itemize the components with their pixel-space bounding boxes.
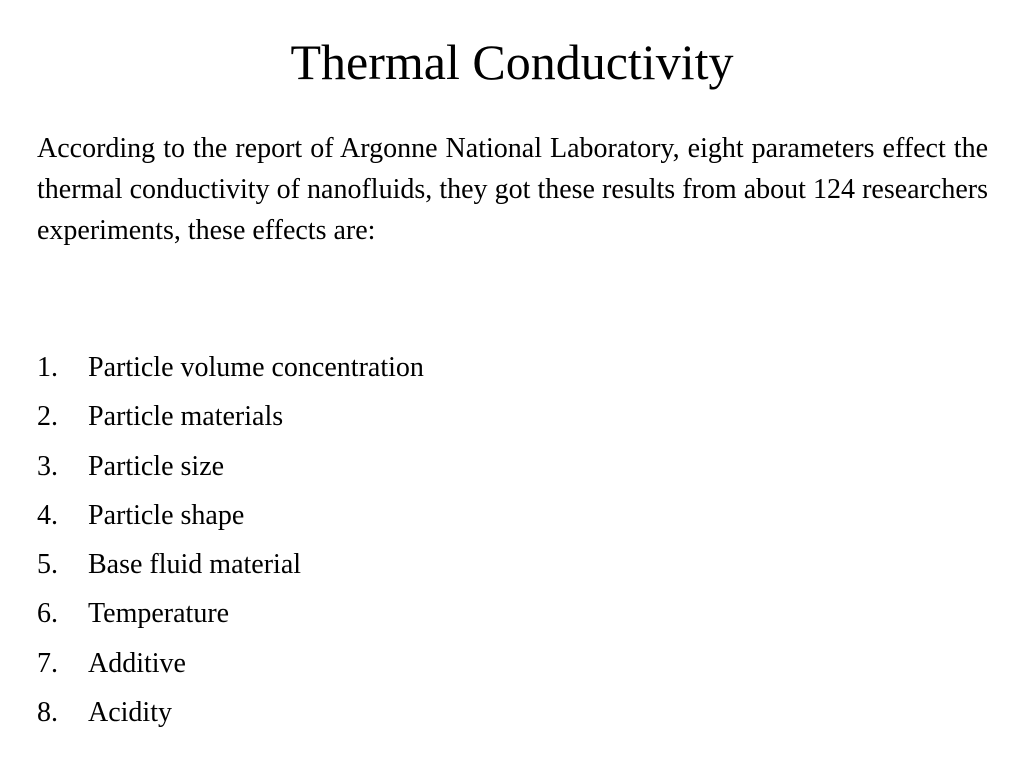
slide-title: Thermal Conductivity [290,34,734,90]
list-item [37,545,977,594]
parameter-list [37,348,977,742]
list-item-number: 2. [37,401,58,433]
list-item [37,397,977,446]
list-item-text: Base fluid material [88,549,302,581]
list-item-number: 4. [37,499,58,531]
list-item-number: 6. [37,598,58,630]
list-item [37,348,977,397]
list-item-number: 7. [37,647,58,679]
list-item-text: Additive [88,647,186,679]
list-item [37,693,977,742]
list-item-number: 8. [37,697,58,729]
list-item-text: Particle volume concentration [88,352,424,383]
list-item [37,496,977,545]
list-item [37,644,977,693]
list-item-text: Particle size [88,450,225,482]
list-item-text: Particle shape [88,499,245,531]
list-item-number: 1. [37,352,58,383]
list-item [37,447,977,496]
list-item [37,594,977,643]
list-item-text: Temperature [88,598,230,630]
intro-paragraph: According to the report of Argonne National Laboratory, eight parameters effect the thermal conductivity of nanofluids, they got these results from about 124 researchers experiments, these effects are: [37,133,988,246]
list-item-number: 3. [37,450,58,482]
list-item-text: Acidity [88,697,172,729]
list-item-number: 5. [37,549,58,581]
list-item-text: Particle materials [88,401,284,433]
